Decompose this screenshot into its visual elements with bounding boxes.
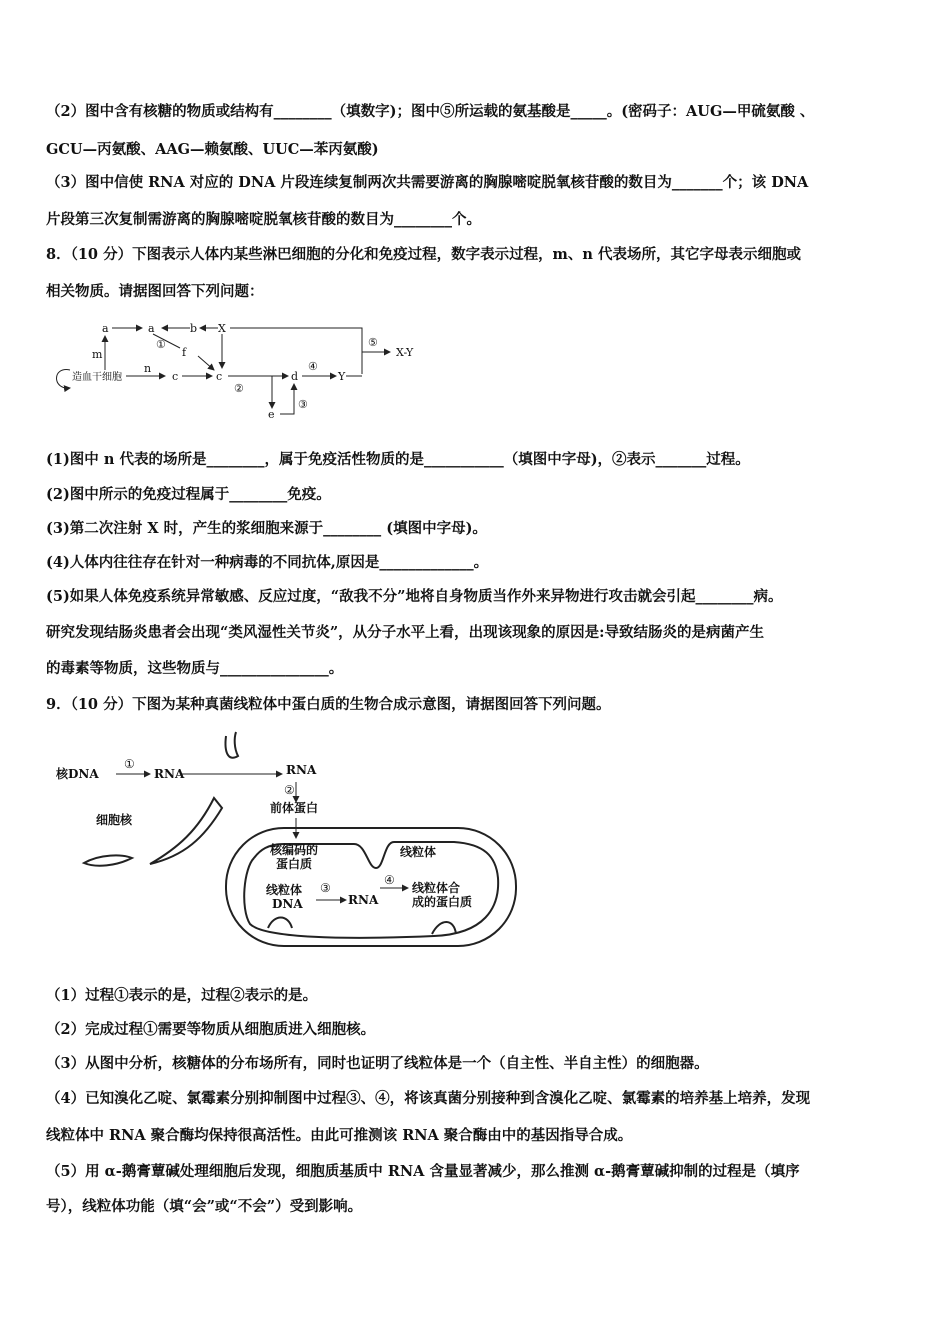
q7-part3-line1: （3）图中信使 RNA 对应的 DNA 片段连续复制两次共需要游离的胸腺嘧啶脱氧核苷酸的数目为_______个；该 DNA: [46, 174, 809, 191]
label-b: b: [190, 322, 198, 335]
label-e: e: [268, 408, 275, 421]
q9-question4-line1: （4）已知溴化乙啶、氯霉素分别抑制图中过程③、④，将该真菌分别接种到含溴化乙啶、氯霉素的培养基上培养，发现: [46, 1090, 811, 1107]
arrow-f-to-c: [198, 356, 214, 370]
nuclear-envelope-middle: [150, 798, 222, 864]
label-c2: c: [216, 370, 223, 383]
q7-part3-line2: 片段第三次复制需游离的胸腺嘧啶脱氧核苷酸的数目为________个。: [46, 211, 481, 228]
label-c1: c: [172, 370, 179, 383]
label-m: m: [92, 348, 103, 361]
label-rna-2: RNA: [286, 763, 317, 777]
label-rna-3: RNA: [348, 893, 379, 907]
q9-question4-line2: 线粒体中 RNA 聚合酶均保持很高活性。由此可推测该 RNA 聚合酶由中的基因指导合成。: [46, 1127, 633, 1144]
q9-question1: （1）过程①表示的是，过程②表示的是。: [46, 987, 318, 1004]
q8-question5-line1: (5)如果人体免疫系统异常敏感、反应过度，“敌我不分”地将自身物质当作外来异物进行攻击就会引起________病。: [46, 588, 783, 605]
q8-question2: (2)图中所示的免疫过程属于________免疫。: [46, 486, 331, 503]
q9-question3: （3）从图中分析，核糖体的分布场所有，同时也证明了线粒体是一个（自主性、半自主性）的细胞器。: [46, 1055, 709, 1072]
q8-question4: (4)人体内往往存在针对一种病毒的不同抗体,原因是_____________。: [46, 554, 489, 571]
label-a2: a: [148, 322, 155, 335]
q8-question3: (3)第二次注射 X 时，产生的浆细胞来源于________ (填图中字母)。: [46, 520, 487, 537]
label-mitochondrion: 线粒体: [400, 845, 437, 859]
label-process5: ⑤: [368, 336, 378, 349]
q8-question5-line2: 研究发现结肠炎患者会出现“类风湿性关节炎”，从分子水平上看，出现该现象的原因是:导致结肠炎的是病菌产生: [46, 624, 765, 641]
immune-process-diagram: [50, 318, 440, 428]
nuclear-envelope-top: [226, 732, 239, 758]
label-mt-dna-2: DNA: [272, 897, 303, 911]
label-xy: X-Y: [396, 346, 414, 359]
label-precursor-protein: 前体蛋白: [270, 801, 319, 815]
label-nuclear-dna: 核DNA: [56, 767, 99, 781]
label-process4: ④: [308, 360, 318, 373]
q9-question5-line2: 号），线粒体功能（填“会”或“不会”）受到影响。: [46, 1198, 363, 1215]
q8-stem-line1: 8．（10 分）下图表示人体内某些淋巴细胞的分化和免疫过程，数字表示过程，m、n 代表场所，其它字母表示细胞或: [46, 246, 801, 263]
label-rna-1: RNA: [154, 767, 185, 781]
label-process-1: ①: [124, 757, 135, 771]
label-nucleus: 细胞核: [96, 813, 133, 827]
label-mt-dna-1: 线粒体: [266, 883, 303, 897]
label-process-4: ④: [384, 873, 395, 887]
label-nuclear-protein-1: 核编码的: [270, 843, 319, 857]
label-mt-protein-2: 成的蛋白质: [412, 895, 473, 909]
label-nuclear-protein-2: 蛋白质: [276, 857, 313, 871]
arrow-x-to-xy-line: [230, 328, 362, 374]
label-process2: ②: [234, 382, 244, 395]
label-d: d: [291, 370, 299, 383]
label-process3: ③: [298, 398, 308, 411]
label-stem-cell: 造血干细胞: [72, 372, 122, 383]
self-renew-arrow: [57, 370, 71, 389]
label-process1: ①: [156, 338, 166, 351]
q9-stem: 9．（10 分）下图为某种真菌线粒体中蛋白质的生物合成示意图，请据图回答下列问题。: [46, 696, 611, 713]
q8-stem-line2: 相关物质。请据图回答下列问题：: [46, 283, 264, 300]
q9-question5-line1: （5）用 α-鹅膏蕈碱处理细胞后发现，细胞质基质中 RNA 含量显著减少，那么推测 α-鹅膏蕈碱抑制的过程是（填序: [46, 1163, 800, 1180]
nuclear-envelope-bottom: [84, 855, 132, 865]
label-process-2: ②: [284, 783, 295, 797]
mitochondria-protein-diagram: [54, 728, 524, 948]
label-process-3: ③: [320, 881, 331, 895]
label-a1: a: [102, 322, 109, 335]
crista-2: [432, 922, 456, 934]
q8-question1: (1)图中 n 代表的场所是________，属于免疫活性物质的是___________（填图中字母)，②表示_______过程。: [46, 451, 750, 468]
label-f: f: [182, 346, 187, 359]
label-n: n: [144, 362, 152, 375]
label-y: Y: [338, 370, 346, 383]
label-x: X: [218, 322, 226, 335]
crista-1: [268, 918, 292, 929]
q7-part2-line2: GCU—丙氨酸、AAG—赖氨酸、UUC—苯丙氨酸): [46, 141, 379, 158]
q9-question2: （2）完成过程①需要等物质从细胞质进入细胞核。: [46, 1021, 376, 1038]
q8-question5-line3: 的毒素等物质，这些物质与_______________。: [46, 660, 344, 677]
arrow-e-to-d: [280, 384, 294, 414]
q7-part2-line1: （2）图中含有核糖的物质或结构有________（填数字)；图中⑤所运载的氨基酸是_____。(密码子：AUG—甲硫氨酸 、: [46, 103, 815, 120]
label-mt-protein-1: 线粒体合: [412, 881, 461, 895]
